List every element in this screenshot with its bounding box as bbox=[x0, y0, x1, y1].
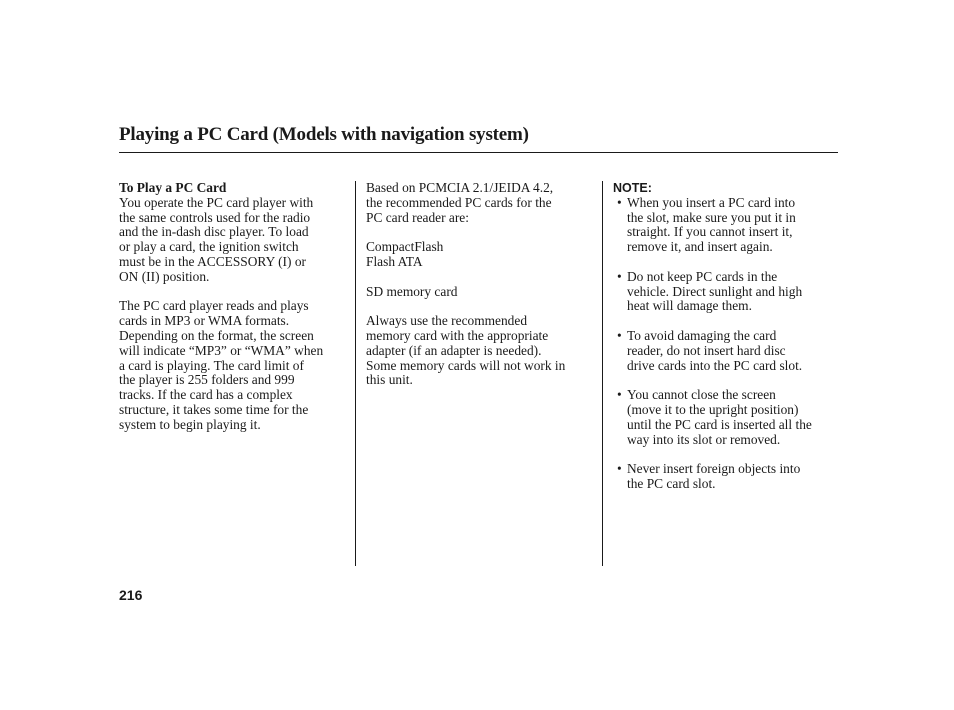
text-line: the slot, make sure you put it in bbox=[627, 209, 796, 225]
card-type: CompactFlash bbox=[366, 239, 444, 255]
paragraph-controls bbox=[119, 196, 349, 285]
text-line: (move it to the upright position) bbox=[627, 401, 799, 417]
text-line: Some memory cards will not work in bbox=[366, 357, 566, 373]
text-line: Always use the recommended bbox=[366, 313, 528, 329]
card-type: Flash ATA bbox=[366, 253, 423, 269]
bullet-dot: • bbox=[617, 268, 622, 284]
text-line: a card is playing. The card limit of bbox=[119, 357, 304, 373]
section-subheading: To Play a PC Card bbox=[119, 180, 227, 195]
text-line: will indicate “MP3” or “WMA” when bbox=[119, 342, 324, 358]
bullet-dot: • bbox=[617, 387, 622, 403]
text-line: the same controls used for the radio bbox=[119, 209, 311, 225]
text-line: cards in MP3 or WMA formats. bbox=[119, 313, 290, 329]
paragraph-pcmcia bbox=[366, 181, 598, 225]
column-divider-1 bbox=[355, 181, 356, 566]
text-line: To avoid damaging the card bbox=[627, 327, 777, 343]
text-line: The PC card player reads and plays bbox=[119, 298, 309, 314]
text-line: tracks. If the card has a complex bbox=[119, 387, 293, 403]
title-rule bbox=[119, 152, 838, 153]
column-1 bbox=[119, 181, 349, 433]
note-bullet bbox=[613, 462, 839, 492]
text-line: You operate the PC card player with bbox=[119, 194, 314, 210]
text-line: system to begin playing it. bbox=[119, 416, 261, 432]
text-line: the player is 255 folders and 999 bbox=[119, 372, 295, 388]
text-line: must be in the ACCESSORY (I) or bbox=[119, 253, 306, 269]
note-bullet bbox=[613, 388, 839, 447]
text-line: the recommended PC cards for the bbox=[366, 194, 552, 210]
note-bullet bbox=[613, 196, 839, 255]
text-line: PC card reader are: bbox=[366, 209, 469, 225]
text-line: straight. If you cannot insert it, bbox=[627, 224, 793, 240]
card-type-sd: SD memory card bbox=[366, 283, 458, 299]
paragraph-formats bbox=[119, 299, 349, 432]
text-line: remove it, and insert again. bbox=[627, 239, 773, 255]
text-line: heat will damage them. bbox=[627, 298, 752, 314]
text-line: Never insert foreign objects into bbox=[627, 461, 801, 477]
note-label: NOTE: bbox=[613, 181, 652, 195]
note-bullet bbox=[613, 270, 839, 314]
text-line: drive cards into the PC card slot. bbox=[627, 357, 803, 373]
text-line: Based on PCMCIA 2.1/JEIDA 4.2, bbox=[366, 180, 554, 195]
text-line: Do not keep PC cards in the bbox=[627, 268, 778, 284]
text-line: this unit. bbox=[366, 372, 413, 388]
card-type-list bbox=[366, 240, 598, 270]
text-line: vehicle. Direct sunlight and high bbox=[627, 283, 803, 299]
bullet-dot: • bbox=[617, 327, 622, 343]
column-divider-2 bbox=[602, 181, 603, 566]
text-line: memory card with the appropriate bbox=[366, 327, 549, 343]
text-line: adapter (if an adapter is needed). bbox=[366, 342, 542, 358]
text-line: the PC card slot. bbox=[627, 475, 716, 491]
text-line: Depending on the format, the screen bbox=[119, 327, 314, 343]
text-line: You cannot close the screen bbox=[627, 387, 776, 403]
text-line: reader, do not insert hard disc bbox=[627, 342, 786, 358]
page-title: Playing a PC Card (Models with navigation system) bbox=[119, 124, 529, 145]
page-number: 216 bbox=[119, 587, 143, 603]
text-line: structure, it takes some time for the bbox=[119, 401, 309, 417]
text-line: until the PC card is inserted all the bbox=[627, 416, 812, 432]
paragraph-recommended bbox=[366, 314, 598, 388]
text-line: or play a card, the ignition switch bbox=[119, 239, 299, 255]
text-line: way into its slot or removed. bbox=[627, 431, 781, 447]
bullet-dot: • bbox=[617, 461, 622, 477]
text-line: When you insert a PC card into bbox=[627, 194, 796, 210]
column-2 bbox=[366, 181, 598, 388]
text-line: and the in-dash disc player. To load bbox=[119, 224, 309, 240]
text-line: ON (II) position. bbox=[119, 268, 210, 284]
note-bullet bbox=[613, 329, 839, 373]
column-3 bbox=[613, 181, 839, 492]
bullet-dot: • bbox=[617, 194, 622, 210]
